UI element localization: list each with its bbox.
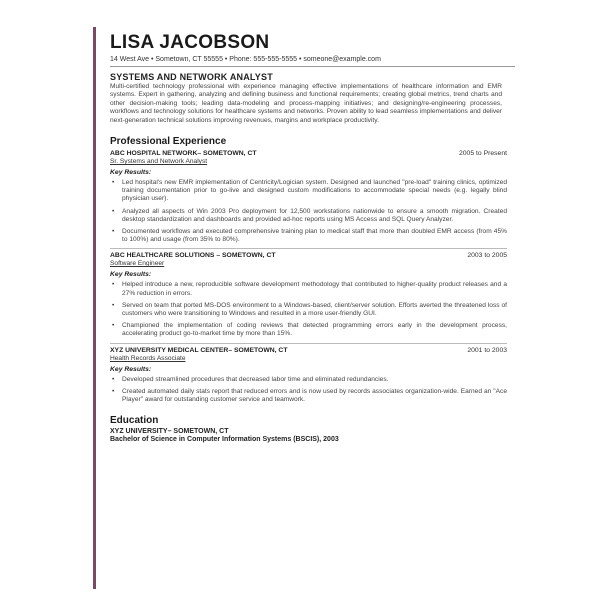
result-item: • Served on team that ported MS-DOS environment to a Windows-based, client/server solution. Efforts averted the threatened loss of customers who were transitioning to Windows and resulted in a more user-friendly GUI.: [122, 302, 507, 318]
results-list: [110, 376, 507, 405]
job-dates: 2001 to 2003: [467, 346, 507, 354]
education-school: XYZ UNIVERSITY– SOMETOWN, CT: [110, 428, 229, 436]
job-divider: [110, 343, 507, 344]
candidate-name: LISA JACOBSON: [110, 32, 270, 53]
job-company: ABC HOSPITAL NETWORK– SOMETOWN, CT: [110, 150, 257, 158]
education-heading: Education: [110, 415, 159, 427]
job-entry: [110, 150, 510, 249]
contact-line: 14 West Ave • Sometown, CT 55555 • Phone: 555-555-5555 • someone@example.com: [110, 56, 381, 63]
job-entry: [110, 347, 510, 405]
job-entry: [110, 252, 510, 343]
job-title: Health Records Associate: [110, 354, 186, 362]
result-item: • Analyzed all aspects of Win 2003 Pro deployment for 12,500 workstations nationwide to ensure a smooth migration. Created desktop standardization and dashboards and provided ad-hoc reports using MS Access and SQL Query Analyzer.: [122, 208, 507, 224]
result-item: • Created automated daily stats report that reduced errors and is now used by records associates organization-wide. Earned an "Ace Player" award for outstanding customer service and teamwork.: [122, 388, 507, 404]
resume-content: [110, 31, 510, 443]
result-item: • Documented workflows and executed comprehensive training plan to medical staff that more than doubled EMR access (from 45% to 100%) and usage (from 35% to 80%).: [122, 228, 507, 244]
professional-summary: Multi-certified technology professional with experience managing effective implementations of healthcare information and EMR systems. Expert in gathering, analyzing and defining business and functional requirements; creating global metrics, trend charts and other decision-making tools; leading data-modeling and process-mapping initiatives; and designing/re-engineering processes, workflows and technology solutions for healthcare systems and networks. Proven ability to lead seamless implementations and deliver next-generation technical solutions improving revenues, margins and workplace productivity.: [110, 83, 502, 124]
job-header: [110, 252, 507, 259]
result-item: • Helped introduce a new, reproducible software development methodology that contributed to higher-quality product releases and a 27% reduction in errors.: [122, 281, 507, 297]
results-list: [110, 179, 507, 244]
result-item: • Championed the implementation of coding reviews that detected programming errors early in the development process, accelerating product go-to-market time by more than 15%.: [122, 322, 507, 338]
result-item: • Led hospital's new EMR implementation of Centricity/Logician system. Designed and launched "pre-load" training clinics, optimized training documentation prior to go-live and designed custom modifications to accommodate special needs (e.g. legally blind physician user).: [122, 179, 507, 204]
job-company: ABC HEALTHCARE SOLUTIONS – SOMETOWN, CT: [110, 252, 276, 260]
experience-heading: Professional Experience: [110, 136, 227, 148]
result-item: • Developed streamlined procedures that decreased labor time and eliminated redundancies.: [122, 376, 507, 384]
header-divider: [110, 66, 515, 67]
job-header: [110, 150, 507, 157]
job-divider: [110, 248, 507, 249]
professional-headline: SYSTEMS AND NETWORK ANALYST: [110, 72, 273, 82]
job-dates: 2003 to 2005: [467, 252, 507, 260]
results-list: [110, 281, 507, 338]
key-results-label: Key Results:: [110, 271, 152, 279]
job-title: Software Engineer: [110, 260, 165, 268]
key-results-label: Key Results:: [110, 169, 152, 177]
education-degree: Bachelor of Science in Computer Information Systems (BSCIS), 2003: [110, 436, 339, 444]
job-title: Sr. Systems and Network Analyst: [110, 158, 208, 166]
key-results-label: Key Results:: [110, 365, 152, 373]
accent-vertical-bar: [93, 27, 96, 589]
job-header: [110, 347, 507, 354]
job-dates: 2005 to Present: [459, 150, 507, 158]
job-company: XYZ UNIVERSITY MEDICAL CENTER– SOMETOWN, CT: [110, 346, 288, 354]
